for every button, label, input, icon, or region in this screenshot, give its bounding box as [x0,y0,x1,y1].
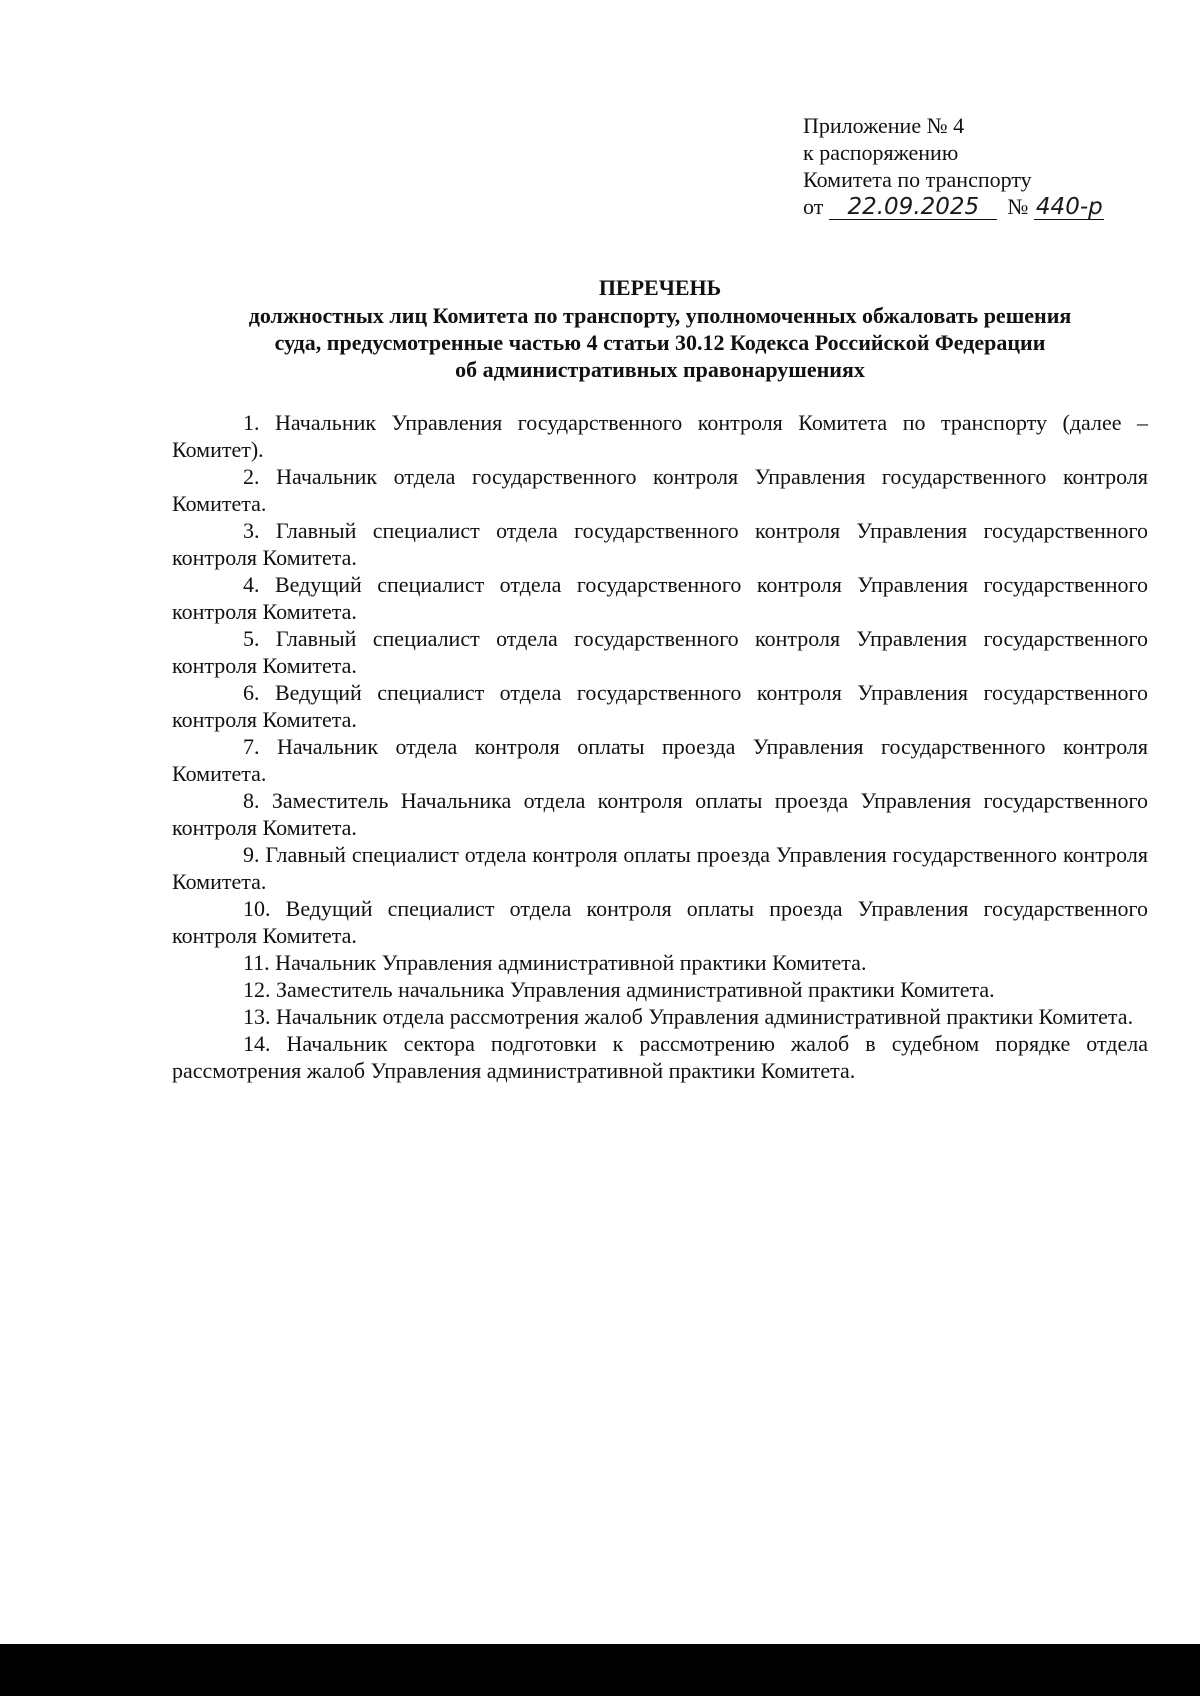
handwritten-date: 22.09.2025 [829,195,997,220]
list-item: 5. Главный специалист отдела государственного контроля Управления государственного контроля Комитета. [172,626,1148,678]
document-title [172,274,1148,383]
list-item: 6. Ведущий специалист отдела государственного контроля Управления государственного контроля Комитета. [172,680,1148,732]
handwritten-number: 440-р [1035,194,1103,220]
appendix-number: Приложение № 4 [803,113,965,138]
appendix-header [803,112,1104,220]
scan-bottom-border [0,1644,1200,1696]
list-item: 9. Главный специалист отдела контроля оплаты проезда Управления государственного контроля Комитета. [172,842,1148,894]
title-line-3: об административных правонарушениях [455,357,865,382]
title-heading: ПЕРЕЧЕНЬ [598,275,722,300]
appendix-issuer: Комитета по транспорту [803,167,1032,192]
list-item: 7. Начальник отдела контроля оплаты проезда Управления государственного контроля Комитета. [172,734,1148,786]
title-line-1: должностных лиц Комитета по транспорту, уполномоченных обжаловать решения [248,303,1072,328]
list-item: 2. Начальник отдела государственного контроля Управления государственного контроля Комитета. [172,464,1148,516]
list-item: 1. Начальник Управления государственного контроля Комитета по транспорту (далее – Комитет). [172,410,1148,462]
date-prefix: от [803,194,824,219]
list-item: 11. Начальник Управления административной практики Комитета. [243,950,867,975]
title-line-2: суда, предусмотренные частью 4 статьи 30.12 Кодекса Российской Федерации [274,330,1046,355]
list-item: 10. Ведущий специалист отдела контроля оплаты проезда Управления государственного контроля Комитета. [172,896,1148,948]
list-item: 4. Ведущий специалист отдела государственного контроля Управления государственного контроля Комитета. [172,572,1148,624]
appendix-reference: к распоряжению [803,140,959,165]
officials-list [172,409,1148,1084]
list-item: 12. Заместитель начальника Управления административной практики Комитета. [243,977,995,1002]
list-item: 3. Главный специалист отдела государственного контроля Управления государственного контроля Комитета. [172,518,1148,570]
list-item: 8. Заместитель Начальника отдела контроля оплаты проезда Управления государственного контроля Комитета. [172,788,1148,840]
list-item: 14. Начальник сектора подготовки к рассмотрению жалоб в судебном порядке отдела рассмотрения жалоб Управления административной практики Комитета. [172,1031,1148,1083]
list-item: 13. Начальник отдела рассмотрения жалоб Управления административной практики Комитета. [243,1004,1134,1029]
number-prefix: № [1007,194,1029,219]
appendix-date-number-row [803,193,1104,220]
